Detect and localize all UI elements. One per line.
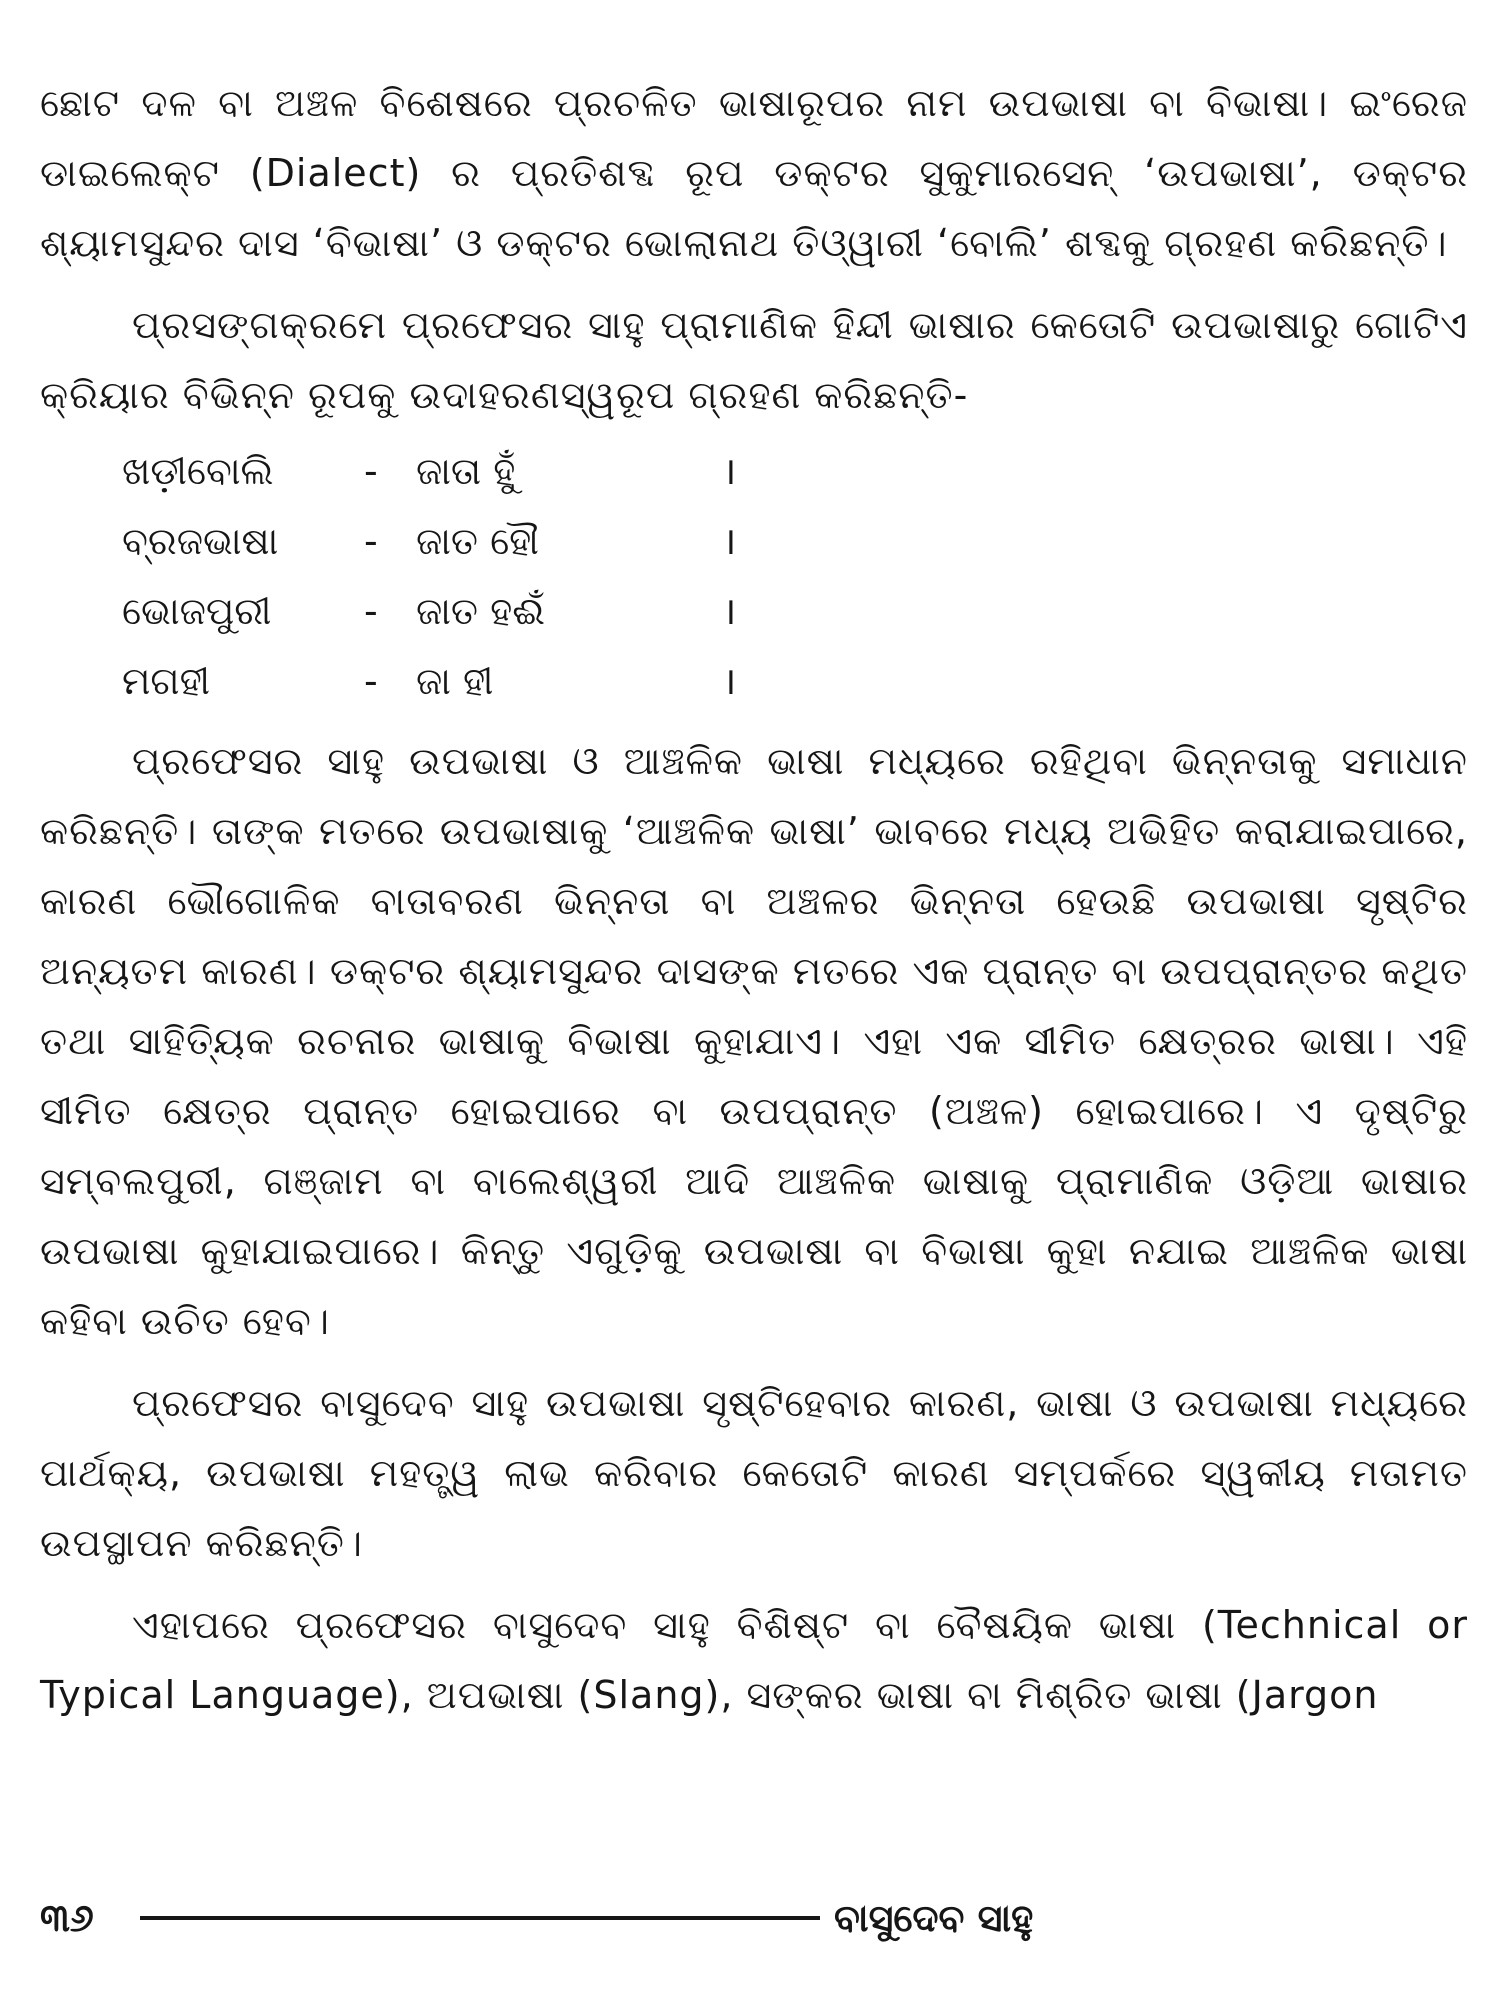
example-form: ଜା ହୀ (416, 659, 494, 703)
example-dash: - (364, 589, 378, 633)
example-form: ଜାତା ହୁଁ (416, 449, 516, 493)
example-end-mark: । (722, 589, 737, 633)
example-form: ଜାତ ହୌ (416, 519, 539, 563)
paragraph-dialect-causes: ପ୍ରଫେସର ବାସୁଦେବ ସାହୁ ଉପଭାଷା ସୃଷ୍ଟିହେବାର କାରଣ, ଭାଷା ଓ ଉପଭାଷା ମଧ୍ୟରେ ପାର୍ଥକ୍ୟ, ଉପଭାଷା ମହତ୍ତ୍ୱ ଲାଭ କରିବାର କେତୋଟି କାରଣ ସମ୍ପର୍କରେ ସ୍ୱକୀୟ ମତାମତ ଉପସ୍ଥାପନ କରିଛନ୍ତି। (40, 1381, 1468, 1565)
page-number: ୩୬ (40, 1895, 94, 1940)
footer-author: ବାସୁଦେବ ସାହୁ (834, 1895, 1034, 1940)
example-dash: - (364, 659, 378, 703)
page-body (40, 68, 1468, 1948)
example-dash: - (364, 449, 378, 493)
paragraph-special-languages: ଏହାପରେ ପ୍ରଫେସର ବାସୁଦେବ ସାହୁ ବିଶିଷ୍ଟ ବା ବୈଷୟିକ ଭାଷା (Technical or Typical Language), ଅପଭାଷା (Slang), ସଙ୍କର ଭାଷା ବା ମିଶ୍ରିତ ଭାଷା (Jargon (40, 1603, 1468, 1717)
example-row (122, 576, 1468, 646)
example-end-mark: । (722, 519, 737, 563)
footer-rule (140, 1916, 820, 1920)
paragraph-regional-language: ପ୍ରଫେସର ସାହୁ ଉପଭାଷା ଓ ଆଞ୍ଚଳିକ ଭାଷା ମଧ୍ୟରେ ରହିଥିବା ଭିନ୍ନତାକୁ ସମାଧାନ କରିଛନ୍ତି। ତାଙ୍କ ମତରେ ଉପଭାଷାକୁ ‘ଆଞ୍ଚଳିକ ଭାଷା’ ଭାବରେ ମଧ୍ୟ ଅଭିହିତ କରାଯାଇପାରେ, କାରଣ ଭୌଗୋଳିକ ବାତାବରଣ ଭିନ୍ନତା ବା ଅଞ୍ଚଳର ଭିନ୍ନତା ହେଉଛି ଉପଭାଷା ସୃଷ୍ଟିର ଅନ୍ୟତମ କାରଣ। ଡକ୍ଟର ଶ୍ୟାମସୁନ୍ଦର ଦାସଙ୍କ ମତରେ ଏକ ପ୍ରାନ୍ତ ବା ଉପପ୍ରାନ୍ତର କଥିତ ତଥା ସାହିତ୍ୟିକ ରଚନାର ଭାଷାକୁ ବିଭାଷା କୁହାଯାଏ। ଏହା ଏକ ସୀମିତ କ୍ଷେତ୍ରର ଭାଷା। ଏହି ସୀମିତ କ୍ଷେତ୍ର ପ୍ରାନ୍ତ ହୋଇପାରେ ବା ଉପପ୍ରାନ୍ତ (ଅଞ୍ଚଳ) ହୋଇପାରେ। ଏ ଦୃଷ୍ଟିରୁ ସମ୍ବଲପୁରୀ, ଗଞ୍ଜାମ ବା ବାଲେଶ୍ୱରୀ ଆଦି ଆଞ୍ଚଳିକ ଭାଷାକୁ ପ୍ରାମାଣିକ ଓଡ଼ିଆ ଭାଷାର ଉପଭାଷା କୁହାଯାଇପାରେ। କିନ୍ତୁ ଏଗୁଡ଼ିକୁ ଉପଭାଷା ବା ବିଭାଷା କୁହା ନଯାଇ ଆଞ୍ଚଳିକ ଭାଷା କହିବା ଉଚିତ ହେବ। (40, 739, 1468, 1343)
example-form: ଜାତ ହଈଁ (416, 589, 546, 633)
dialect-example-list (122, 436, 1468, 716)
example-end-mark: । (722, 659, 737, 703)
example-row (122, 506, 1468, 576)
example-end-mark: । (722, 449, 737, 493)
example-dialect: ଖଡ଼ୀବୋଲି (122, 449, 274, 493)
example-row (122, 646, 1468, 716)
paragraph-hindi-examples-intro: ପ୍ରସଙ୍ଗକ୍ରମେ ପ୍ରଫେସର ସାହୁ ପ୍ରାମାଣିକ ହିନ୍ଦୀ ଭାଷାର କେତୋଟି ଉପଭାଷାରୁ ଗୋଟିଏ କ୍ରିୟାର ବିଭିନ୍ନ ରୂପକୁ ଉଦାହରଣସ୍ୱରୂପ ଗ୍ରହଣ କରିଛନ୍ତି- (40, 303, 1468, 417)
example-dash: - (364, 519, 378, 563)
example-dialect: ମଗହୀ (122, 659, 211, 703)
paragraph-dialect-definition: ଛୋଟ ଦଳ ବା ଅଞ୍ଚଳ ବିଶେଷରେ ପ୍ରଚଳିତ ଭାଷାରୂପର ନାମ ଉପଭାଷା ବା ବିଭାଷା। ଇଂରେଜ ଡାଇଲେକ୍ଟ (Dialect) ର ପ୍ରତିଶବ୍ଦ ରୂପ ଡକ୍ଟର ସୁକୁମାରସେନ୍ ‘ଉପଭାଷା’, ଡକ୍ଟର ଶ୍ୟାମସୁନ୍ଦର ଦାସ ‘ବିଭାଷା’ ଓ ଡକ୍ଟର ଭୋଲାନାଥ ତିଓ୍ୱାରୀ ‘ବୋଲି’ ଶବ୍ଦକୁ ଗ୍ରହଣ କରିଛନ୍ତି। (40, 81, 1468, 265)
example-row (122, 436, 1468, 506)
page-footer (40, 1888, 1240, 1948)
example-dialect: ଭୋଜପୁରୀ (122, 589, 272, 633)
example-dialect: ବ୍ରଜଭାଷା (122, 519, 279, 563)
